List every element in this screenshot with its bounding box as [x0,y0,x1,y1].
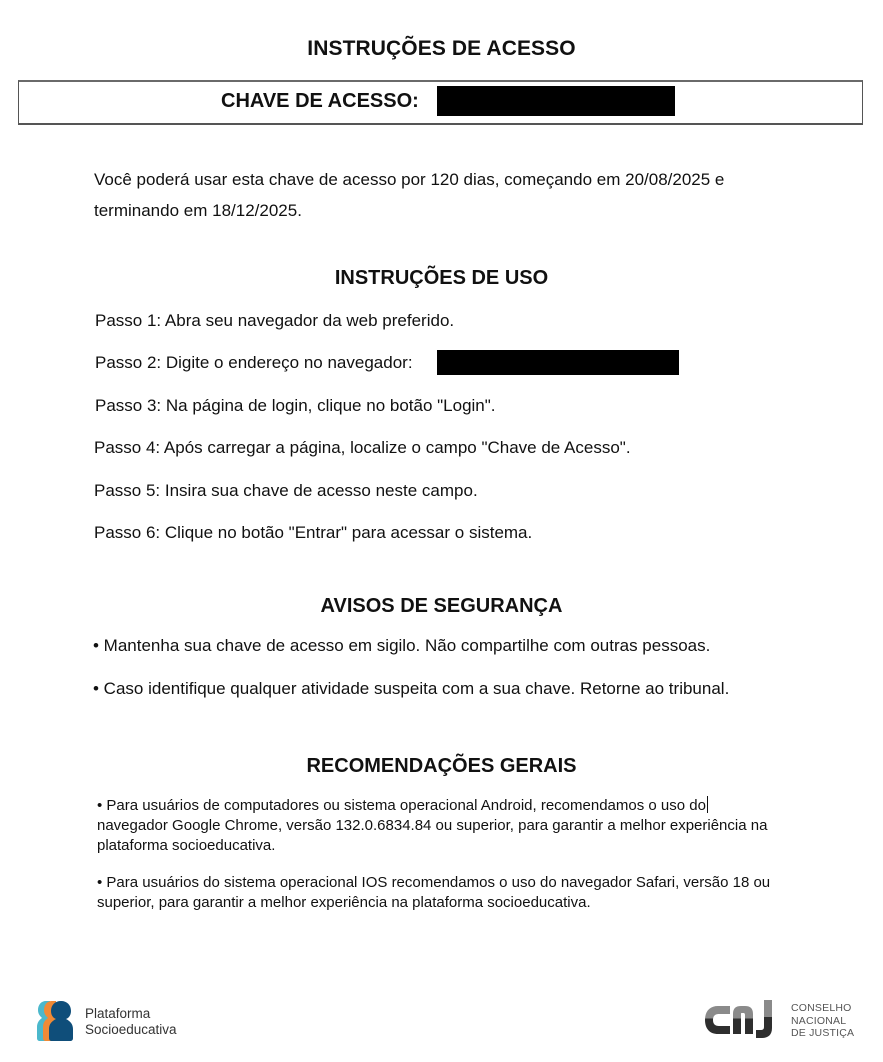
cnj-text [791,1002,854,1040]
step-2: Passo 2: Digite o endereço no navegador: [95,353,413,372]
logo-line-2: Socioeducativa [85,1022,177,1037]
text-cursor [707,796,708,813]
step-6: Passo 6: Clique no botão "Entrar" para acessar o sistema. [94,523,533,542]
recommendation-item-1-rest: navegador Google Chrome, versão 132.0.6834.84 ou superior, para garantir a melhor experiência na plataforma socioeducativa. [97,817,768,854]
document-title: INSTRUÇÕES DE ACESSO [307,37,576,60]
security-item-2: • Caso identifique qualquer atividade suspeita com a sua chave. Retorne ao tribunal. [93,679,730,698]
security-heading: AVISOS DE SEGURANÇA [320,595,563,617]
step-1: Passo 1: Abra seu navegador da web preferido. [95,311,455,330]
validity-text: Você poderá usar esta chave de acesso por 120 dias, começando em 20/08/2025 e terminando em 18/12/2025. [94,170,725,220]
step-5: Passo 5: Insira sua chave de acesso neste campo. [94,481,478,500]
cnj-line-3: DE JUSTIÇA [791,1027,855,1039]
recommendation-item-1 [97,796,797,856]
cnj-line-1: CONSELHO [791,1002,852,1014]
step-3: Passo 3: Na página de login, clique no botão "Login". [95,396,496,415]
plataforma-socioeducativa-text [85,1006,177,1038]
logo-line-1: Plataforma [85,1006,151,1021]
access-key-label: CHAVE DE ACESSO: [221,90,419,112]
recommendations-heading: RECOMENDAÇÕES GERAIS [306,755,577,777]
address-redaction [437,350,679,375]
recommendation-item-1-line1: • Para usuários de computadores ou sistema operacional Android, recomendamos o uso do [97,797,706,814]
security-item-1: • Mantenha sua chave de acesso em sigilo. Não compartilhe com outras pessoas. [93,636,711,655]
step-4: Passo 4: Após carregar a página, localize o campo "Chave de Acesso". [94,438,631,457]
people-silhouette-icon [36,999,76,1041]
plataforma-socioeducativa-logo [36,999,76,1046]
cnj-mark-icon [702,1000,788,1040]
usage-heading: INSTRUÇÕES DE USO [334,267,549,289]
cnj-logo [702,1000,788,1045]
recommendation-item-2: • Para usuários do sistema operacional IOS recomendamos o uso do navegador Safari, versão 18 ou superior, para garantir a melhor experiência na plataforma socioeducativa. [97,874,771,911]
access-key-redaction [437,86,675,116]
cnj-line-2: NACIONAL [791,1014,847,1027]
